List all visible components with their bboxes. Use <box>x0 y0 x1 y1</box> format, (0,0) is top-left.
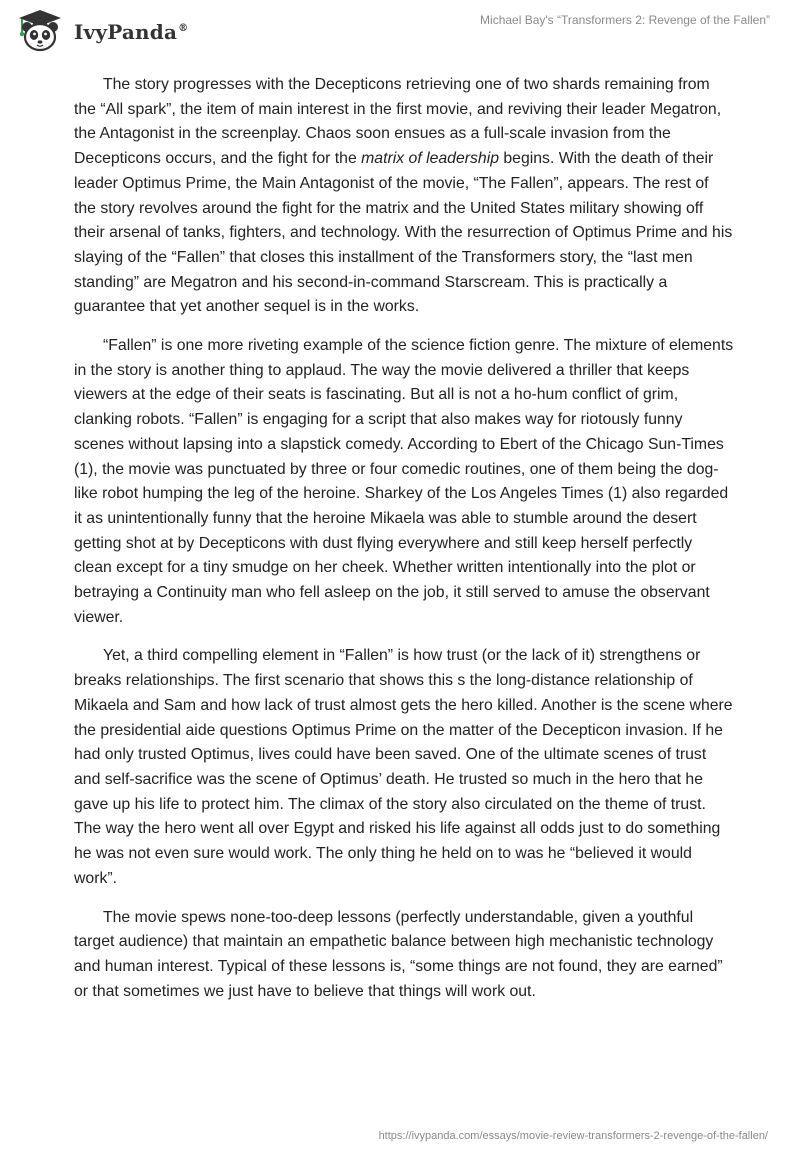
essay-body <box>74 73 734 1018</box>
source-url-link[interactable]: https://ivypanda.com/essays/movie-review-transformers-2-revenge-of-the-fallen/ <box>378 1130 768 1142</box>
paragraph-1: The story progresses with the Decepticons retrieving one of two shards remaining from the “All spark”, the item of main interest in the first movie, and reviving their leader Megatron, the Antagonist in the screenplay. Chaos soon ensues as a full-scale invasion from the Decepticons occurs, and the fight for the matrix of leadership begins. With the death of their leader Optimus Prime, the Main Antagonist of the movie, “The Fallen”, appears. The rest of the story revolves around the fight for the matrix and the United States military showing off their arsenal of tanks, fighters, and technology. With the resurrection of Optimus Prime and his slaying of the “Fallen” that closes this installment of the Transformers story, the “last men standing” are Megatron and his second-in-command Starscream. This is practically a guarantee that yet another sequel is in the works. <box>74 76 733 316</box>
panda-logo-icon <box>14 8 66 52</box>
document-title: Michael Bay's “Transformers 2: Revenge of the Fallen” <box>480 13 770 27</box>
paragraph-3: Yet, a third compelling element in “Fallen” is how trust (or the lack of it) strengthens or breaks relationships. The first scenario that shows this s the long-distance relationship of Mikaela and Sam and how lack of trust almost gets the hero killed. Another is the scene where the presidential aide questions Optimus Prime on the matter of the Decepticon invasion. If he had only trusted Optimus, lives could have been saved. One of the ultimate scenes of trust and self-sacrifice was the scene of Optimus’ death. He trusted so much in the hero that he gave up his life to protect him. The climax of the story also circulated on the theme of trust. The way the hero went all over Egypt and risked his life against all odds just to do something he was not even sure would work. The only thing he held on to was he “believed it would work”. <box>74 647 733 887</box>
paragraph-2: “Fallen” is one more riveting example of the science fiction genre. The mixture of elements in the story is another thing to applaud. The way the movie delivered a thriller that keeps viewers at the edge of their seats is fascinating. But all is not a ho-hum conflict of grim, clanking robots. “Fallen” is engaging for a script that also makes way for riotously funny scenes without lapsing into a slapstick comedy. According to Ebert of the Chicago Sun-Times (1), the movie was punctuated by three or four comedic routines, one of them being the dog-like robot humping the leg of the heroine. Sharkey of the Los Angeles Times (1) also regarded it as unintentionally funny that the heroine Mikaela was able to stumble around the desert getting shot at by Decepticons with dust flying everywhere and still keep herself perfectly clean except for a tiny smudge on her cheek. Whether written intentionally into the plot or betraying a Continuity man who fell asleep on the job, it still served to amuse the observant viewer. <box>74 337 734 626</box>
brand-name: IvyPanda® <box>74 20 189 44</box>
page-header <box>0 0 800 66</box>
emphasis-matrix-of-leadership: matrix of leadership <box>361 150 499 168</box>
brand-logo[interactable] <box>14 8 188 52</box>
paragraph-4: The movie spews none-too-deep lessons (perfectly understandable, given a youthful target audience) that maintain an empathetic balance between high mechanistic technology and human interest. Typical of these lessons is, “some things are not found, they are earned” or that sometimes we just have to believe that things will work out. <box>74 908 723 1000</box>
